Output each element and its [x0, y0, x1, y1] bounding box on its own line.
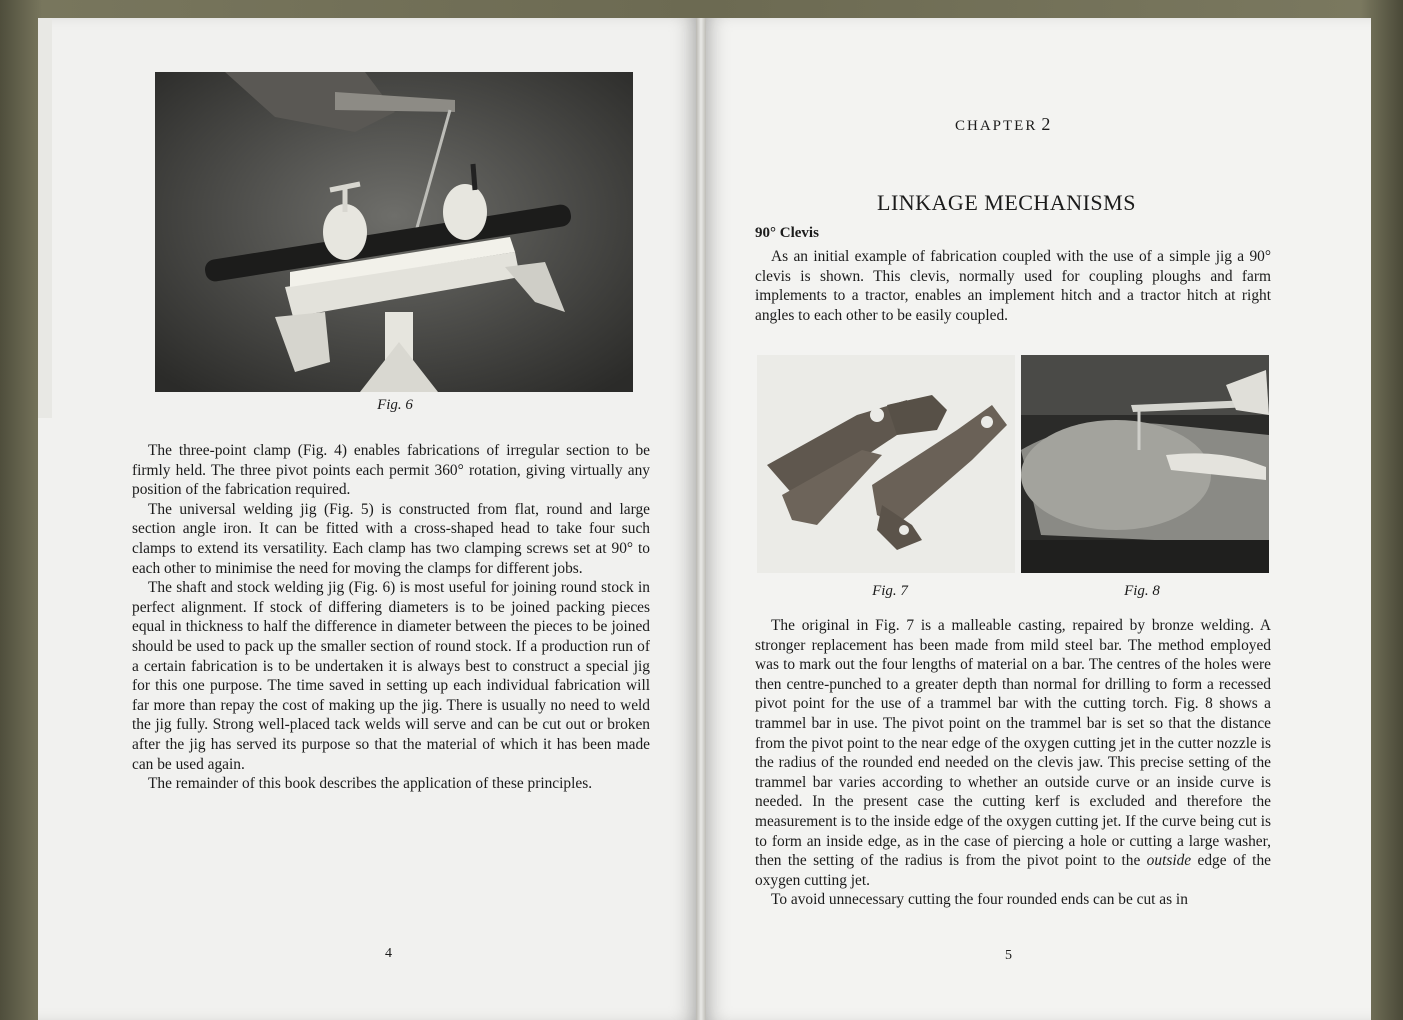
- clevis-method-text: The original in Fig. 7 is a malleable casting, repaired by bronze welding. A stronger replacement has been made from mild steel bar. The method employed was to mark out the four lengths of material on a bar. The centres of the holes were then centre-punched to a greater depth than normal for drilling to form a recessed pivot point for the use of a trammel bar with the cutting torch. Fig. 8 shows a trammel bar in use. The pivot point on the trammel bar is set so that the distance from the pivot point to the near edge of the oxygen cutting jet in the cutter nozzle is the radius of the rounded end needed on the clevis jaw. This precise setting of the trammel bar varies according to whether an outside curve or an inside curve is needed. In the present case the cutting kerf is excluded and therefore the measurement is to the inside edge of the oxygen cutting jet. If the curve being cut is to form an inside edge, as in the case of piercing a hole or cutting a large washer, then the setting of the radius is from the pivot point to the: [755, 617, 1271, 870]
- book-gutter: [696, 18, 706, 1020]
- paragraph-three-point-clamp: The three-point clamp (Fig. 4) enables fabrications of irregular section to be firmly held. The three pivot points each permit 360° rotation, giving virtually any position of the fabrication required.: [132, 442, 650, 499]
- fig-7-caption: Fig. 7: [872, 583, 908, 599]
- chapter-word: CHAPTER: [955, 118, 1038, 134]
- fig-7-photo: [757, 355, 1015, 573]
- outside-emphasis: outside: [1146, 852, 1192, 870]
- fig-8-photo: [1021, 355, 1269, 573]
- page-number-left: 4: [385, 946, 392, 961]
- section-heading: 90° Clevis: [755, 225, 819, 241]
- chapter-title: LINKAGE MECHANISMS: [877, 190, 1136, 215]
- welding-jig-image: [155, 72, 633, 392]
- left-page-body: [132, 441, 650, 794]
- intro-paragraph: [755, 247, 1271, 325]
- page-edge-highlight: [38, 18, 52, 418]
- paragraph-avoid-cutting: To avoid unnecessary cutting the four rounded ends can be cut as in: [771, 891, 1188, 909]
- paragraph-shaft-jig: The shaft and stock welding jig (Fig. 6) is most useful for joining round stock in perfect alignment. If stock of differing diameters is to be joined packing pieces equal in thickness to half the difference in diameter between the pieces to be joined should be used to pack up the smaller section of round stock. If a production run of a certain fabrication is to be undertaken it is always best to construct a special jig for this one purpose. The time saved in setting up each individual fabrication will far more than repay the cost of making up the jig. There is usually no need to weld the jig fully. Strong well-placed tack welds will serve and can be cut out or broken after the jig has served its purpose so that the material of which it has been made can be used again.: [132, 579, 650, 773]
- page-number-right: 5: [1005, 948, 1012, 963]
- paragraph-clevis-method: [755, 616, 1271, 890]
- fig-6-caption: Fig. 6: [377, 397, 413, 413]
- trammel-bar-image: [1021, 355, 1269, 573]
- fig-6-photo: [155, 72, 633, 392]
- intro-text: As an initial example of fabrication coupled with the use of a simple jig a 90° clevis is shown. This clevis, normally used for coupling ploughs and farm implements to a tractor, enables an implement hitch and a tractor hitch at right angles to each other to be easily coupled.: [755, 248, 1271, 324]
- clevis-castings-image: [757, 355, 1015, 573]
- paragraph-universal-jig: The universal welding jig (Fig. 5) is constructed from flat, round and large section angle iron. It can be fitted with a cross-shaped head to take four such clamps to extend its versatility. Each clamp has two clamping screws set at 90° to each other to minimise the need for moving the clamps for different jobs.: [132, 500, 650, 577]
- paragraph-remainder: The remainder of this book describes the application of these principles.: [148, 775, 593, 793]
- fig-8-caption: Fig. 8: [1124, 583, 1160, 599]
- chapter-label: [955, 114, 1050, 135]
- clevis-method-tail: edge of the oxygen cutting jet.: [755, 852, 1271, 889]
- chapter-number: 2: [1041, 114, 1051, 134]
- right-page-body: [755, 616, 1271, 910]
